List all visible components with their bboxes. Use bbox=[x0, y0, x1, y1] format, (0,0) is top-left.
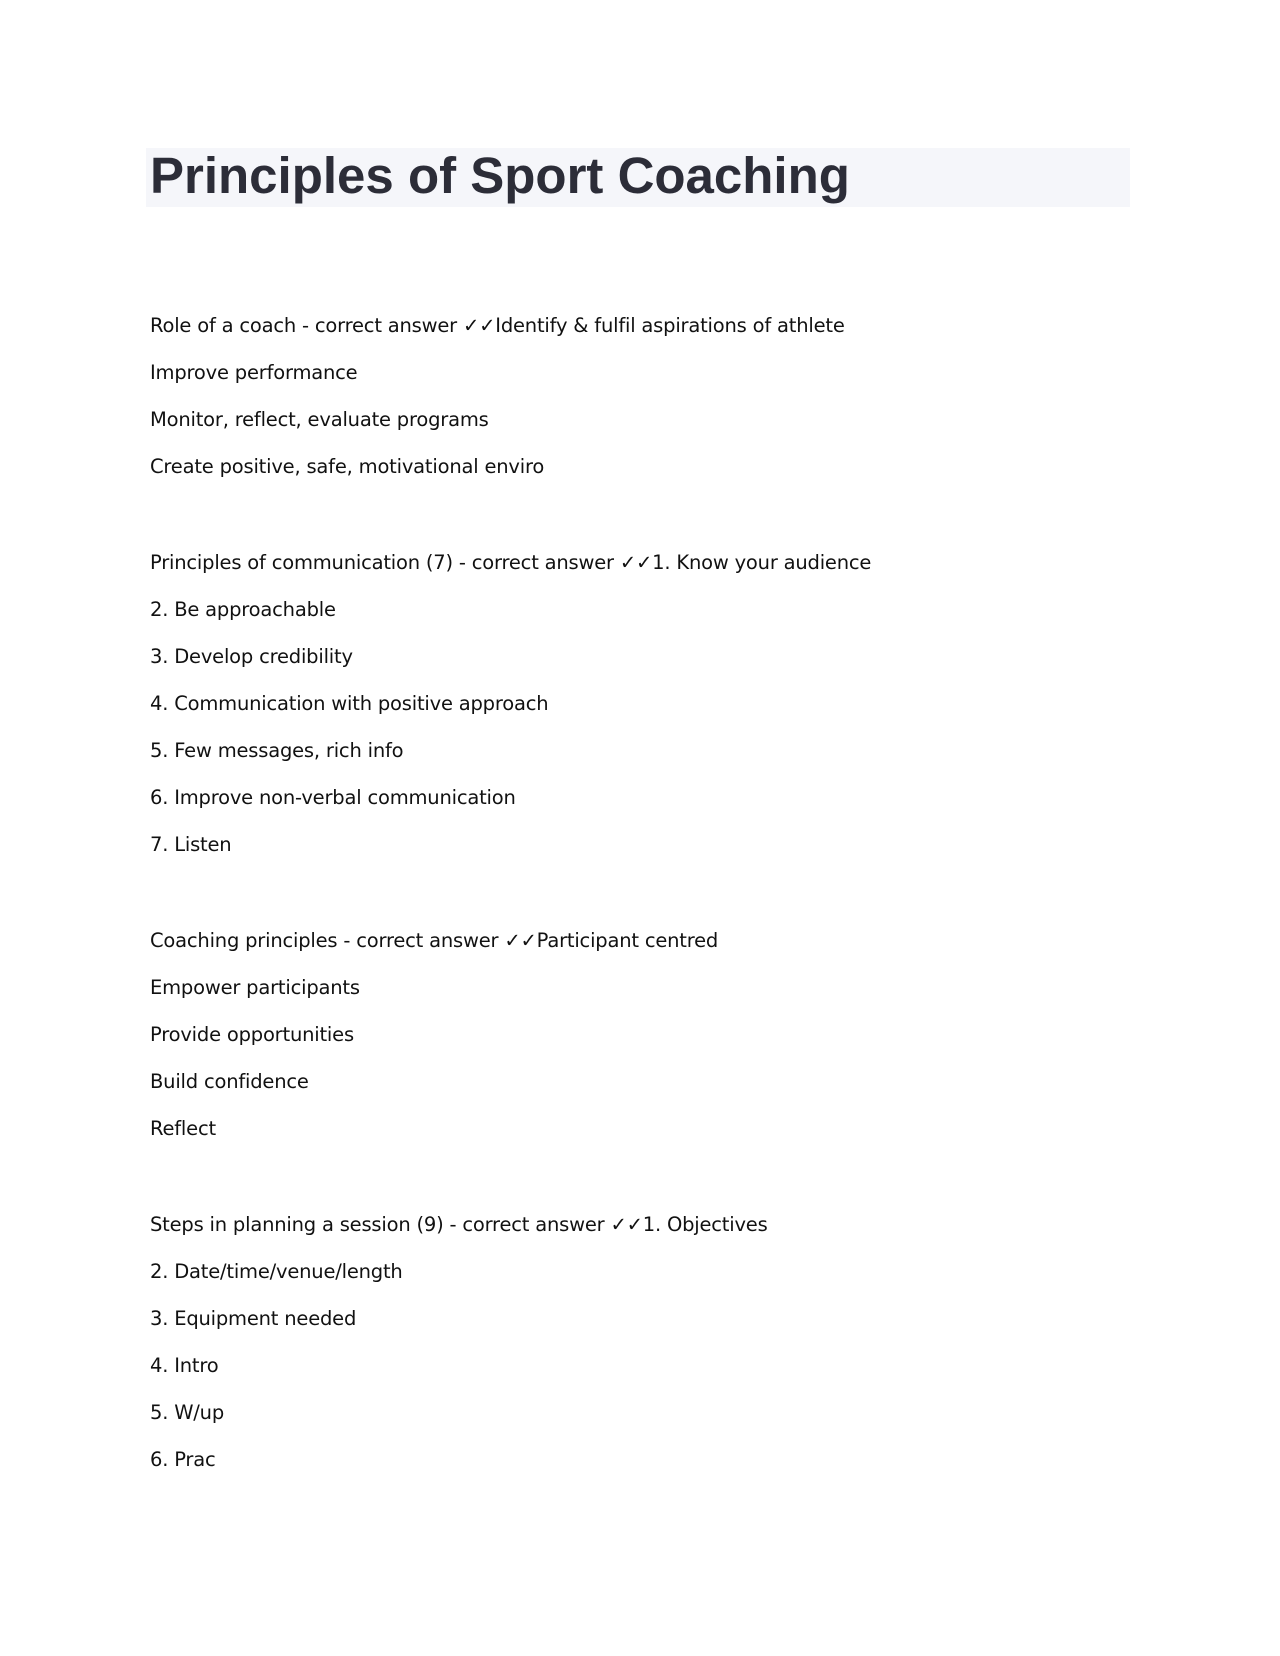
qa-section-coaching-principles bbox=[150, 917, 1150, 1152]
answer-line: Monitor, reflect, evaluate programs bbox=[150, 408, 489, 431]
answer-separator: - correct answer bbox=[452, 551, 620, 574]
question-term: Principles of communication (7) bbox=[150, 551, 453, 574]
answer-line: 3. Equipment needed bbox=[150, 1307, 357, 1330]
answer-line: 4. Intro bbox=[150, 1354, 219, 1377]
answer-line: Create positive, safe, motivational enviro bbox=[150, 455, 545, 478]
qa-question-line bbox=[150, 917, 1150, 964]
qa-section-communication bbox=[150, 539, 1150, 868]
document-title: Principles of Sport Coaching bbox=[150, 147, 850, 204]
answer-first-line: 1. Objectives bbox=[642, 1213, 768, 1236]
answer-separator: - correct answer bbox=[337, 929, 505, 952]
answer-first-line: 1. Know your audience bbox=[652, 551, 872, 574]
answer-line: 6. Prac bbox=[150, 1448, 216, 1471]
answer-line: Provide opportunities bbox=[150, 1023, 354, 1046]
question-term: Role of a coach bbox=[150, 314, 297, 337]
answer-line: 2. Be approachable bbox=[150, 598, 336, 621]
answer-line: Build confidence bbox=[150, 1070, 309, 1093]
checkmark-icon: ✓✓ bbox=[610, 1213, 643, 1236]
question-term: Steps in planning a session (9) bbox=[150, 1213, 444, 1236]
qa-section-role-of-coach bbox=[150, 302, 1150, 490]
answer-line: 7. Listen bbox=[150, 833, 232, 856]
answer-line: Reflect bbox=[150, 1117, 216, 1140]
answer-line: 5. Few messages, rich info bbox=[150, 739, 404, 762]
answer-line: 6. Improve non-verbal communication bbox=[150, 786, 516, 809]
answer-line: 4. Communication with positive approach bbox=[150, 692, 549, 715]
checkmark-icon: ✓✓ bbox=[463, 314, 496, 337]
answer-first-line: Identify & fulfil aspirations of athlete bbox=[495, 314, 845, 337]
checkmark-icon: ✓✓ bbox=[619, 551, 653, 574]
answer-separator: - correct answer bbox=[443, 1213, 611, 1236]
qa-section-session-planning bbox=[150, 1201, 1150, 1483]
answer-separator: - correct answer bbox=[296, 314, 463, 337]
qa-question-line bbox=[150, 302, 1150, 349]
answer-first-line: Participant centred bbox=[536, 929, 719, 952]
answer-line: 3. Develop credibility bbox=[150, 645, 353, 668]
checkmark-icon: ✓✓ bbox=[504, 929, 537, 952]
answer-line: 2. Date/time/venue/length bbox=[150, 1260, 403, 1283]
answer-line: Empower participants bbox=[150, 976, 360, 999]
answer-line: 5. W/up bbox=[150, 1401, 224, 1424]
answer-line: Improve performance bbox=[150, 361, 358, 384]
qa-question-line bbox=[150, 539, 1150, 586]
question-term: Coaching principles bbox=[150, 929, 338, 952]
qa-question-line bbox=[150, 1201, 1150, 1248]
document-body bbox=[150, 302, 1150, 1532]
